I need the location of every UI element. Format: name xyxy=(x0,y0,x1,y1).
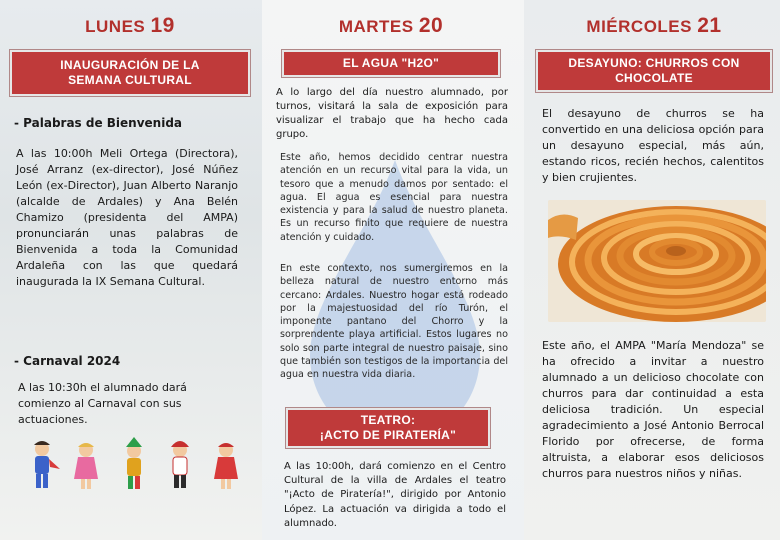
paragraph-carnival: A las 10:30h el alumnado dará comienzo al Carnaval con sus actuaciones. xyxy=(18,381,187,426)
day-title xyxy=(272,14,510,38)
banner-theatre-line2: ¡ACTO DE PIRATERÍA" xyxy=(319,428,457,442)
paragraph-exhibition: A lo largo del día nuestro alumnado, por turnos, visitará la sala de exposición para visualizar el trabajo que ha hecho cada grupo. xyxy=(276,87,508,140)
column-tuesday xyxy=(272,0,510,540)
day-word: MIÉRCOLES xyxy=(586,17,692,36)
carnival-kids-illustration-icon xyxy=(24,437,254,493)
day-word: MARTES xyxy=(338,17,414,36)
paragraph-churros: El desayuno de churros se ha convertido en una deliciosa opción para un desayuno especial, más aún, estando ricos, recién hechos, calentitos y bien crujientes. xyxy=(542,107,764,184)
banner-water: EL AGUA "H2O" xyxy=(282,50,500,77)
banner-theatre-line1: TEATRO: xyxy=(360,413,416,427)
banner-inauguration: INAUGURACIÓN DE LA SEMANA CULTURAL xyxy=(10,50,250,96)
banner-theatre xyxy=(286,408,490,448)
churros-spiral-icon xyxy=(548,200,766,322)
day-word: LUNES xyxy=(85,17,146,36)
paragraph-ardales: En este contexto, nos sumergiremos en la belleza natural de nuestro entorno más cercano: Ardales. Nuestro hogar está rodeado por la majestuosidad del río Turón, el imponente pantano del Chorro y la sorprendente playa artificial. Estos lugares no solo son parte integral de nuestro paisaje, sino que también son testigos de la importancia del agua en nuestra vida diaria. xyxy=(280,263,508,381)
heading-carnival: - Carnaval 2024 xyxy=(14,354,121,368)
paragraph-water-focus: Este año, hemos decidido centrar nuestra atención en un recurso vital para la vida, un tesoro que a menudo damos por sentado: el agua. El agua es esencial para nuestra existencia y para la salud de nuestro planeta. Es un recurso finito que requiere de nuestra atención y cuidado. xyxy=(280,152,508,243)
paragraph-welcome: A las 10:00h Meli Ortega (Directora), José Arranz (ex-director), José Núñez León (ex-Director), Juan Alberto Naranjo (alcalde de Ardales) y Ana Belén Chamizo (presidenta del AMPA) pronunciarán unas palabras de Bienvenida a toda la Comunidad Ardaleña con las que quedará inaugurada la IX Semana Cultural. xyxy=(16,147,238,288)
day-title xyxy=(10,14,250,38)
day-number: 21 xyxy=(697,14,722,37)
heading-welcome: - Palabras de Bienvenida xyxy=(14,116,183,130)
column-monday xyxy=(10,0,250,540)
day-title xyxy=(536,14,772,38)
banner-breakfast: DESAYUNO: CHURROS CON CHOCOLATE xyxy=(536,50,772,92)
paragraph-theatre: A las 10:00h, dará comienzo en el Centro Cultural de la villa de Ardales el teatro "¡Acto de Piratería!", dirigido por Antonio López. La actuación va dirigida a todo el alumnado. xyxy=(284,461,506,529)
churros-photo xyxy=(548,200,766,322)
paragraph-ampa: Este año, el AMPA "María Mendoza" se ha ofrecido a invitar a nuestro alumnado a un delicioso chocolate con churros para dar continuidad a esta deliciosa tradición. Un especial agradecimiento a José Antonio Berrocal Florido por ofrecerse, de forma altruista, a elaborar esos deliciosos churros para nuestros niños y niñas. xyxy=(542,339,764,480)
day-number: 20 xyxy=(418,14,444,37)
day-number: 19 xyxy=(150,14,175,37)
